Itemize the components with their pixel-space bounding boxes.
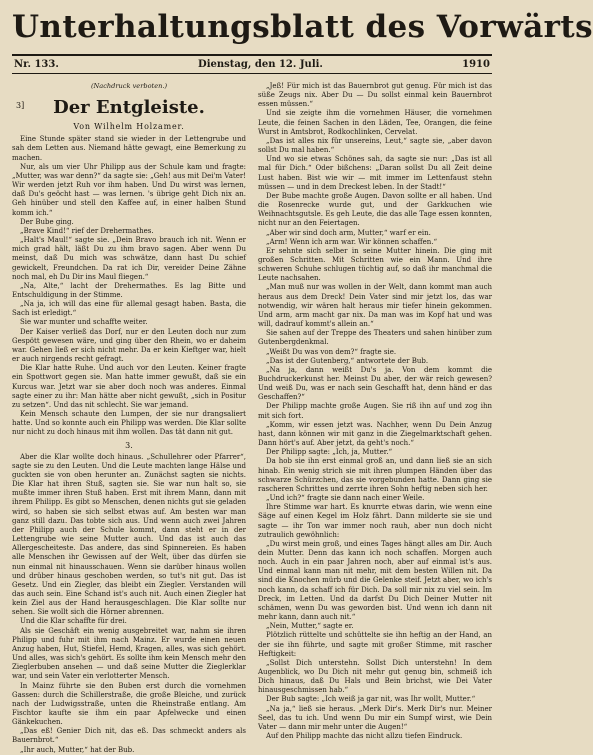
- paragraph: „Arm! Wenn ich arm war. Wir können schaffen.“: [266, 237, 438, 246]
- paragraph: Der Philipp machte große Augen. Sie riß ihn auf und zog ihn mit sich fort.: [258, 402, 492, 420]
- left-column: [12, 82, 246, 754]
- paragraph: „Na ja,“ ließ sie heraus. „Merk Dir's. Merk Dir's nur. Meiner Seel, das tu ich. Und wenn Du mir ein Sumpf wirst, wie Dein Vater — dann mir mehr unter die Augen!“: [258, 704, 492, 731]
- paragraph: „Das eß! Genier Dich nit, das eß. Das schmeckt anders als Bauernbrot.“: [12, 727, 246, 745]
- paragraph: Er sehnte sich selber in seine Mutter hinein. Die ging mit großen Schritten. Mit Schritten wie ein Mann. Und ihre schweren Schuhe schlugen tüchtig auf, so daß ihr manchmal die Leute nachsahen.: [258, 246, 492, 283]
- paragraph: Sie sahen auf der Treppe des Theaters und sahen hinüber zum Gutenbergdenkmal.: [258, 329, 492, 347]
- paragraph: „Das ist der Gutenberg,“ antwortete der Bub.: [266, 356, 429, 365]
- issue-date: Dienstag, den 12. Juli.: [198, 59, 323, 70]
- reprint-note: (Nachdruck verboten.): [90, 82, 168, 90]
- paragraph: „Das ist alles nix für unsereins, Leut,“ sagte sie, „aber davon sollst Du mal haben.“: [258, 136, 492, 155]
- paragraph: Kein Mensch schaute den Lumpen, der sie nur drangsaliert hatte. Und so konnte auch ein Philipp was werden. Die Klar sollte nur nicht zu doch hinaus mit ihm wollen. Das tät dann nit gut.: [12, 410, 246, 437]
- paragraph: Als sie Geschäft ein wenig ausgebreitet war, nahm sie ihren Philipp und fuhr mit ihm nach Mainz. Er wurde einen neuen Anzug haben, Hut, Stiefel, Hemd, Kragen, alles, was sich gehört. Und alles, was sich's gehört. Es sollte ihm kein Mensch mehr den Zieglerbuben ansehen — und daß seine Mutter die Zieglerklar war, und sein Vater ein verlotterter Mensch.: [12, 626, 246, 681]
- paragraph: Und die Klar schaffte für drei.: [20, 617, 127, 626]
- paragraph: Plötzlich rüttelte und schüttelte sie ihn heftig an der Hand, an der sie ihn führte, und sagte mit großer Stimme, mit rascher Heftigkeit:: [258, 631, 492, 658]
- story-header: [12, 97, 246, 119]
- paragraph: In Mainz führte sie den Buben erst durch die vornehmen Gassen: durch die Schillerstraße, die große Bleiche, und zurück nach der Ludwigsstraße, unten die Rheinstraße entlang. Am Fischtor kaufte sie ihm ein paar Apfelwecke und einen Gänkekuchen.: [12, 681, 246, 727]
- masthead: Unterhaltungsblatt des Vorwärts: [12, 9, 593, 45]
- paragraph: Eine Stunde später stand sie wieder in der Lettengrube und sah dem Letten aus. Niemand hätte gewagt, eine Bemerkung zu machen.: [12, 135, 246, 162]
- paragraph: Der Bub sagte: „Ich weiß ja gar nit, was Ihr wollt, Mutter.“: [266, 695, 476, 704]
- paragraph: „Man muß nur was wollen in der Welt, dann kommt man auch heraus aus dem Dreck! Dein Vater sind mir jetzt los, das war notwendig, wir wären halt heraus mir tiefer hinein gekommen. Und arm, arm macht gar nix. Da man was im Kopf hat und was will, dadrauf kommt's allein an.“: [258, 283, 492, 329]
- paragraph: Aber die Klar wollte doch hinaus. „Schullehrer oder Pfarrer“, sagte sie zu den Leuten. Und die Leute machten lange Hälse und guckten sie von oben herunter an. Zunächst sagten sie nichts. Die Klar hat ihren Stuß, sagten sie. Sie war nun halt so, sie mußte immer ihren Stuß haben. Erst mit ihrem Mann, dann mit ihrem Philipp. Es gibt so Menschen, denen nichts gut sie geladen wird, so haben sie sich selbst etwas auf. Am besten war man ganz still dazu. Das tobte sich aus. Und wenn auch zwei Jahren der Philipp auch der Schule kommt, dann steht er in der Lettengrube wie seine Mutter auch. Und das ist auch das Allergescheiteste. Das andere, das sind Spinnereien. Es haben alle Menschen ihr Gewissen auf der Welt, über das dürfen sie nun einmal nit hinausschauen. Wenn sie darüber hinaus wollen und drüber hinaus geschoben werden, so tut's nit gut. Das ist Gesetz. Und ein Ziegler, das bleibt ein Ziegler. Verstanden will das auch sein. Eine Schand ist's auch nit. Auch einen Ziegler hat kein Ziel aus der Hand herausgeschlagen. Die Klar sollte nur sehen. Sie wollt sich die Hörner abrennen.: [12, 452, 246, 617]
- paragraph: Da hob sie ihn erst einmal groß an, und dann ließ sie an sich hinab. Ein wenig strich sie mit ihren plumpen Händen über das schwarze Schürzchen, das sie vorgebunden hatte. Dann ging sie rascheren Schrittes und zerrte ihren Sohn heftig neben sich her.: [258, 457, 492, 493]
- paragraph: Ihre Stimme war hart. Es knurrte etwas darin, wie wenn eine Säge auf einen Kegel im Holz fährt. Dann milderte sie sie und sagte — ihr Ton war immer noch rauh, aber nun doch nicht zutraulich gewöhnlich:: [258, 503, 492, 539]
- paragraph: „Jeß! Für mich ist das Bauernbrot gut genug. Für mich ist das süße Zeugs nix. Aber Du — Du sollst einmal kein Bauernbrot essen müssen.“: [258, 82, 492, 109]
- paragraph: „Weißt Du was von dem?“ fragte sie.: [266, 347, 397, 356]
- paragraph: Auf den Philipp machte das nicht allzu tiefen Eindruck.: [266, 732, 463, 741]
- paragraph: „Nein, Mutter,“ sagte er.: [266, 622, 354, 631]
- paragraph: „Brave Kind!“ rief der Drehermathes.: [20, 226, 154, 235]
- paragraph: Der Philipp sagte: „Ich, ja, Mutter.“: [266, 448, 393, 457]
- paragraph: Der Bube ging.: [20, 217, 74, 226]
- chapter-number: 3.: [125, 441, 133, 451]
- paragraph: Und wo sie etwas Schönes sah, da sagte sie nur: „Das ist all mal für Dich.“ Oder bißchens: „Daran sollst Du all Zeit deine Lust haben. Bist wie wir — mit immer im Lettenfaust stehn müssen — und in dem Dreckest leben. In der Stadt!“: [258, 155, 492, 191]
- paragraph: „Halt's Maul!“ sagte sie. „Dein Bravo brauch ich nit. Wenn er mich grad hält, läßt Du zu ihm bravo sagen. Aber wenn Du meinst, daß Du mich was schwätze, dann hast Du schief gewickelt, Freundchen. Da rat ich Dir, vereider Deine Zähne noch mal, eh Du Dir ins Maul fliegen.“: [12, 236, 246, 281]
- issue-bar: [12, 54, 492, 74]
- paragraph: „Komm, wir essen jetzt was. Nachher, wenn Du Dein Anzug hast, dann können wir mit ganz in die Ziegelmarktschaft gehen. Dann hört's auf. Aber jetzt, da geht's noch.“: [258, 420, 492, 448]
- paragraph: Die Klar hatte Ruhe. Und auch vor den Leuten. Keiner fragte ein Spottwort gegen sie. Man hatte immer gewußt, daß sie ein Kurcus war. Jetzt war sie aber doch noch was anderes. Einmal sagte einer zu ihr: Man hätte aber nicht gewußt, „sich in Positur zu setzen“. Und das nit schlecht. Sie war jemand.: [12, 364, 246, 409]
- right-column: [258, 82, 492, 741]
- installment-number: 3]: [16, 101, 25, 111]
- paragraph: „Sollst Dich unterstehn. Sollst Dich unterstehn! In dem Augenblick, wo Du Dich nit mehr gut genug bin, schmeiß ich Dich hinaus, daß Du Hals und Bein brichst, wie Dei Vater hinausgeschmissen hab.“: [258, 658, 492, 695]
- paragraph: „Na ja, dann weißt Du's ja. Von dem kommt die Buchdruckerkunst her. Meinst Du aber, der wär reich gewesen? Und weiß Du, was er nach sein Geschafft hat, denn händ er das Geschaffen?“: [258, 365, 492, 402]
- paragraph: Und sie zeigte ihm die vornehmen Häuser, die vornehmen Leute, die feinen Sachen in den Läden, Tee, Orangen, die feine Wurst in Amtsbrot, Rodkochlinken, Cervelat.: [258, 109, 492, 136]
- paragraph: „Na ja, ich will das eine für allemal gesagt haben. Basta, die Sach ist erledigt.“: [12, 300, 246, 318]
- paragraph: Der Bube machte große Augen. Davon sollte er all haben. Und die Rosenrecke wurde gut, und der Garkkuchen wie Weihnachtsgutsle. Es geh Leute, die das alle Tage essen konnten, nicht nur an den Feiertagen.: [258, 191, 492, 228]
- story-title: Der Entgleiste.: [53, 97, 205, 119]
- paragraph: Der Kaiser verließ das Dorf, nur er den Leuten doch nur zum Gespött gewesen wäre, und ging über den Rhein, wo er daheim war. Gehen ließ er sich nicht mehr. Da er kein Kieftger war, hielt er auch nirgends recht gefragt.: [12, 327, 246, 364]
- paragraph: Nur, als um vier Uhr Philipp aus der Schule kam und fragte: „Mutter, was war denn?“ da sagte sie: „Geh! aus mit Dei'm Vater! Wir werden jetzt Ruh vor ihm haben. Und Du wirst was lernen, daß Du's geöcht hast — was lernen. 's übrige geht Dich nix an. Geh hinüber und stell den Kaffee auf, in einer halben Stund komm ich.“: [12, 162, 246, 217]
- text-columns: [12, 82, 492, 754]
- issue-year: 1910: [462, 59, 490, 70]
- paragraph: „Na, Alte,“ lacht der Drehermathes. Es lag Bitte und Entschuldigung in der Stimme.: [12, 281, 246, 299]
- paragraph: „Und ich?“ fragte sie dann nach einer Weile.: [266, 494, 425, 503]
- issue-number: Nr. 133.: [14, 59, 59, 70]
- paragraph: „Du wirst mein groß, und eines Tages hängt alles am Dir. Auch dein Mutter. Denn das kann ich noch schaffen. Morgen auch noch. Auch in ein paar Jahren noch, aber auf einmal ist's aus. Und einmal kann man nit mehr, mit dem besten Willen nit. Da sind die Knochen mürb und die Gelenke steif. Jetzt aber, wo ich's noch kann, da schaff ich für Dich. Da soll mir nix zu viel sein. Im Dreck, im Letten. Und da darfst Du Dich Deiner Mutter nit schämen, wenn Du was geworden bist. Und wenn ich dann nit mehr kann, dann auch nit.“: [258, 539, 492, 622]
- byline: Von Wilhelm Holzamer.: [73, 122, 185, 132]
- paragraph: „Aber wir sind doch arm, Mutter,“ warf er ein.: [266, 228, 431, 237]
- paragraph: Sie war munter und schaffte weiter.: [20, 318, 148, 327]
- paragraph: „Ihr auch, Mutter,“ hat der Bub.: [20, 745, 135, 754]
